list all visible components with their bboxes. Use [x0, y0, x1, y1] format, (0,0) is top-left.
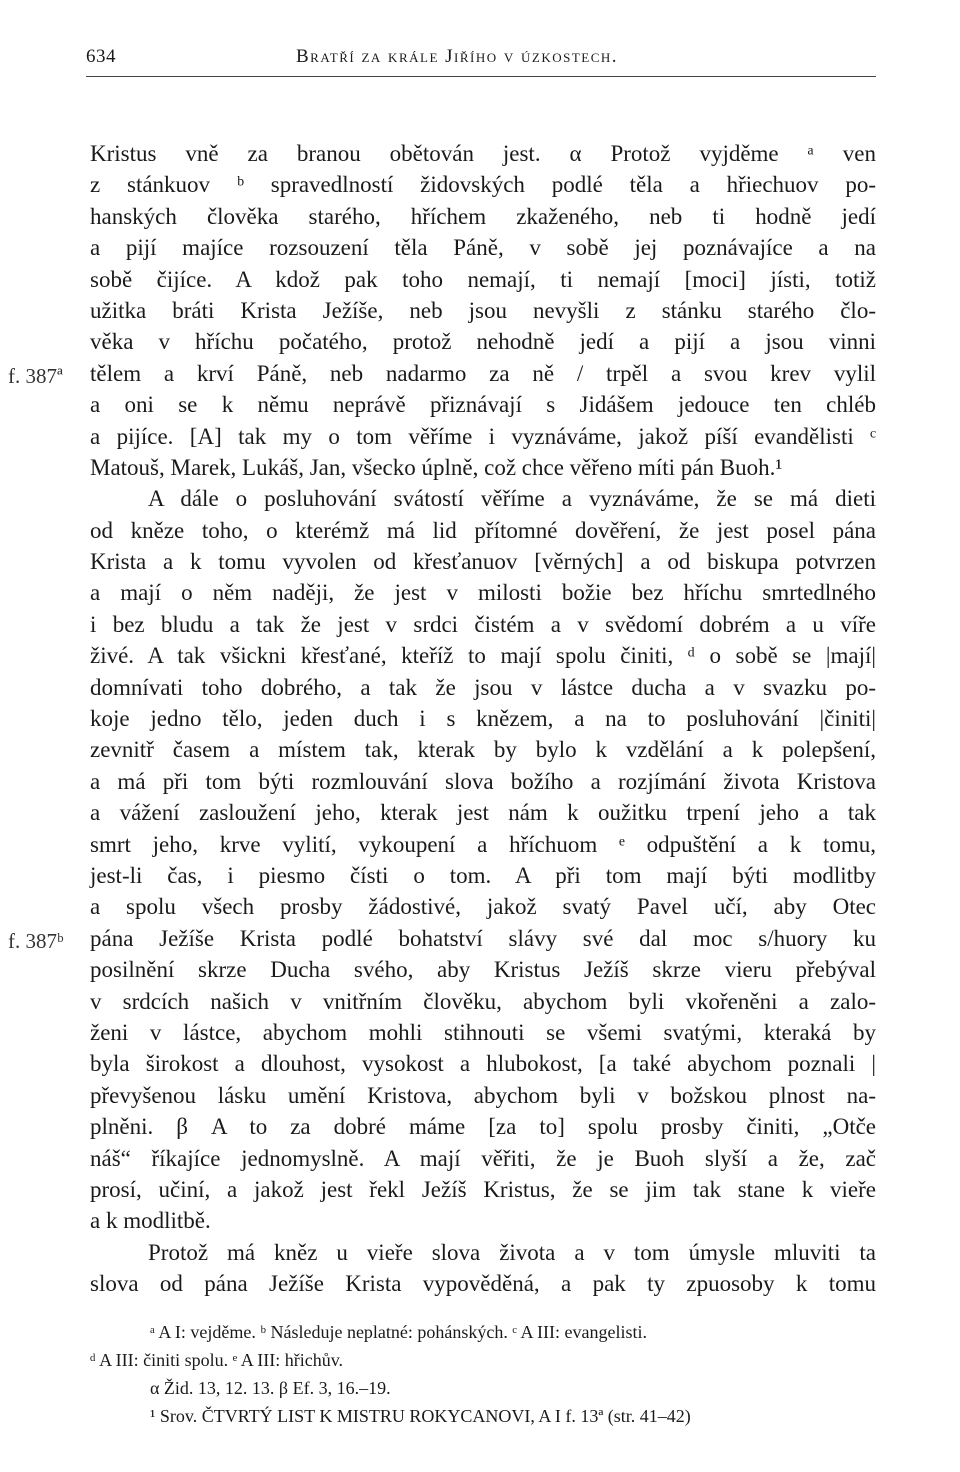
text-line: a pijíce. [A] tak my o tom věříme i vyznáváme, jakož píší evandělisti ᶜ [90, 423, 876, 449]
text-line: jest-li čas, i piesmo čísti o tom. A při tom mají býti modlitby [90, 862, 876, 888]
footnote-line: α Žid. 13, 12. 13. β Ef. 3, 16.–19. [150, 1378, 391, 1398]
text-line: živé. A tak všickni křesťané, kteříž to mají spolu činiti, ᵈ o sobě se |mají| [90, 643, 876, 669]
text-line: smrt jeho, krve vylití, vykoupení a hříchuom ᵉ odpuštění a k tomu, [90, 831, 876, 857]
text-line: prosí, učiní, a jakož jest řekl Ježíš Kristus, že se jim tak stane k vieře [90, 1176, 876, 1202]
text-line: hanských člověka starého, hříchem zkaženého, neb ti hodně jedí [90, 203, 876, 229]
margin-note-folio: f. 387ᵇ [8, 929, 64, 953]
text-line: náš“ říkajíce jednomyslně. A mají věřiti, že je Buoh slyší a že, zač [90, 1145, 876, 1171]
text-line: a k modlitbě. [90, 1208, 211, 1234]
text-line: domnívati toho dobrého, a tak že jsou v lástce ducha a v svazku po- [90, 674, 876, 700]
text-line: plněni. β A to za dobré máme [za to] spolu prosby činiti, „Otče [90, 1114, 876, 1140]
text-line: zevnitř časem a místem tak, kterak by bylo k vzdělání a k polepšení, [90, 737, 876, 763]
text-line: ženi v lástce, abychom mohli stihnouti se všemi svatými, kteraká by [90, 1019, 876, 1045]
text-line: sobě čijíce. A kdož pak toho nemají, ti nemají [moci] jísti, totiž [90, 266, 876, 292]
text-line: i bez bludu a tak že jest v srdci čistém a v svědomí dobrém a u víře [90, 611, 876, 637]
page-header [86, 46, 876, 74]
text-line: Kristus vně za branou obětován jest. α Protož vyjděme ᵃ ven [90, 141, 876, 166]
footnote-line: ᵈ A III: činiti spolu. ᵉ A III: hřichův. [90, 1350, 344, 1370]
text-line: a mají o něm naději, že jest v milosti božie bez hříchu smrtedlného [90, 580, 876, 606]
text-line: a spolu všech prosby žádostivé, jakož svatý Pavel učí, aby Otec [90, 894, 876, 920]
text-line: od kněze toho, o kterémž má lid přítomné dověření, že jest posel pána [90, 517, 876, 543]
text-line: a má při tom býti rozmlouvání slova božího a rozjímání života Kristova [90, 768, 876, 794]
text-line: převyšenou lásku umění Kristova, abychom byli v božskou plnost na- [90, 1082, 876, 1108]
page-number: 634 [86, 46, 116, 67]
text-line: věka v hříchu počatého, protož nehodně jedí a pijí a jsou vinni [90, 329, 876, 355]
text-line: užitka bráti Krista Ježíše, neb jsou nevyšli z stánku starého člo- [90, 297, 876, 323]
text-line: byla širokost a dlouhost, vysokost a hlubokost, [a také abychom poznali | [90, 1051, 876, 1077]
footnote-line: ᵃ A I: vejděme. ᵇ Následuje neplatné: pohánských. ᶜ A III: evangelisti. [150, 1322, 647, 1342]
footnote-line: ¹ Srov. ČTVRTÝ LIST K MISTRU ROKYCANOVI, A I f. 13ª (str. 41–42) [150, 1406, 691, 1426]
text-line: a oni se k němu neprávě přiznávají s Jidášem jedouce ten chléb [90, 392, 876, 418]
text-line: Protož má kněz u vieře slova života a v tom úmysle mluviti ta [148, 1239, 876, 1265]
text-line: pána Ježíše Krista podlé bohatství slávy své dal moc s/huory ku [90, 925, 876, 951]
header-rule [86, 76, 876, 77]
text-line: z stánkuov ᵇ spravedlností židovských podlé těla a hřiechuov po- [90, 172, 876, 198]
text-line: slova od pána Ježíše Krista vypověděná, a pak ty zpuosoby k tomu [90, 1271, 876, 1297]
text-line: a vážení zasloužení jeho, kterak jest nám k oužitku trpení jeho a tak [90, 800, 876, 826]
text-line: Krista a k tomu vyvolen od křesťanuov [věrných] a od biskupa potvrzen [90, 549, 876, 575]
text-line: A dále o posluhování svátostí věříme a vyznáváme, že se má dieti [148, 486, 876, 512]
text-line: Matouš, Marek, Lukáš, Jan, všecko úplně, což chce věřeno míti pán Buoh.¹ [90, 454, 783, 480]
text-line: v srdcích našich v vnitřním člověku, abychom byli vkořeněni a zalo- [90, 988, 876, 1014]
text-line: koje jedno tělo, jeden duch i s knězem, a na to posluhování |činiti| [90, 706, 876, 732]
text-line: a pijí majíce rozsouzení těla Páně, v sobě jej poznávajíce a na [90, 235, 876, 261]
text-line: tělem a krví Páně, neb nadarmo za ně / trpěl a svou krev vylil [90, 360, 876, 386]
main-text [90, 138, 876, 1299]
margin-note-folio: f. 387ª [8, 364, 63, 388]
running-head: Bratří za krále Jiřího v úzkostech. [296, 46, 619, 67]
text-line: posilnění skrze Ducha svého, aby Kristus Ježíš skrze vieru přebýval [90, 957, 876, 983]
